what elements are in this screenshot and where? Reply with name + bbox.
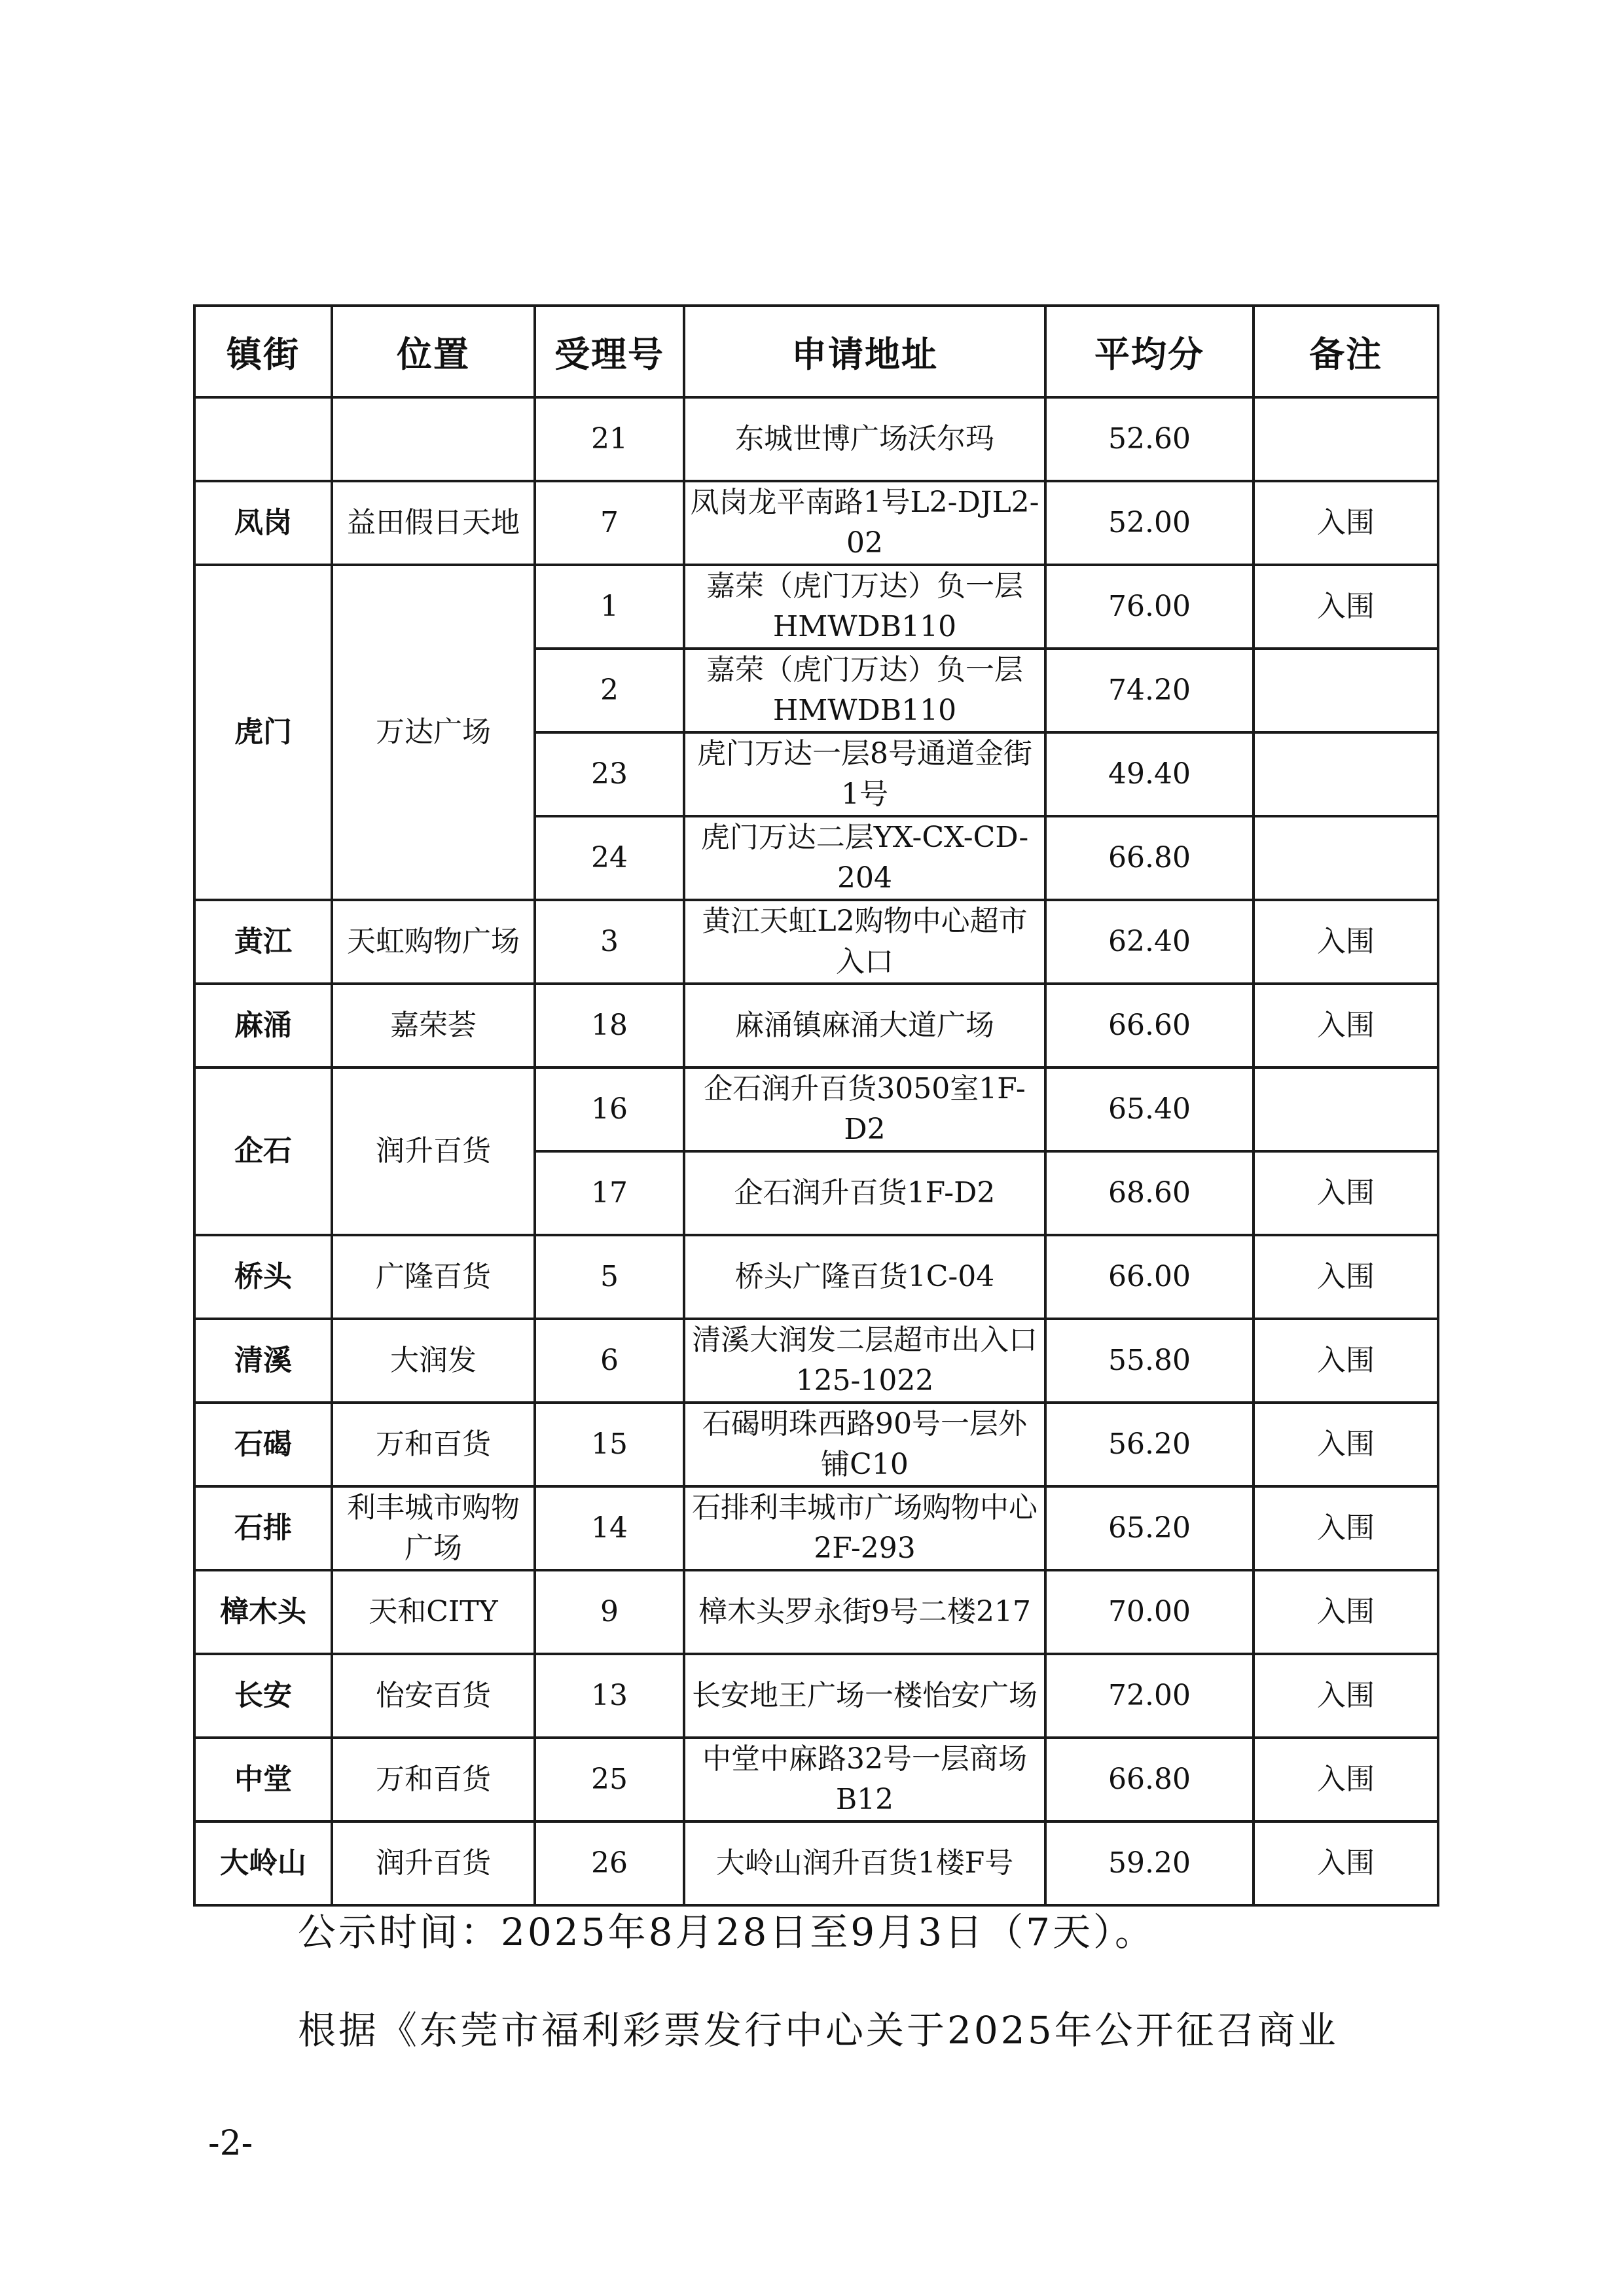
town-cell: 虎门: [194, 565, 332, 900]
address-cell: 虎门万达一层8号通道金街1号: [684, 732, 1045, 816]
score-cell: 55.80: [1045, 1319, 1254, 1403]
score-cell: 74.20: [1045, 649, 1254, 732]
number-cell: 9: [535, 1570, 684, 1654]
location-cell: 润升百货: [332, 1067, 535, 1235]
remark-cell: [1254, 397, 1438, 481]
town-cell: 企石: [194, 1067, 332, 1235]
town-cell: 黄江: [194, 900, 332, 984]
table-row: [194, 1486, 1438, 1570]
town-cell: [194, 397, 332, 481]
number-cell: 16: [535, 1067, 684, 1151]
number-cell: 26: [535, 1821, 684, 1905]
location-cell: 大润发: [332, 1319, 535, 1403]
number-cell: 17: [535, 1151, 684, 1235]
remark-cell: 入围: [1254, 1821, 1438, 1905]
publicity-period: 公示时间：2025年8月28日至9月3日（7天）。: [298, 1910, 1156, 1954]
number-cell: 15: [535, 1403, 684, 1486]
number-cell: 23: [535, 732, 684, 816]
table-row: [194, 1570, 1438, 1654]
address-cell: 嘉荣（虎门万达）负一层 HMWDB110: [684, 649, 1045, 732]
table-row: [194, 1654, 1438, 1738]
table-row: [194, 1319, 1438, 1403]
remark-cell: 入围: [1254, 1403, 1438, 1486]
score-cell: 52.00: [1045, 481, 1254, 565]
table-row: [194, 1067, 1438, 1151]
table-row: [194, 900, 1438, 984]
remark-cell: 入围: [1254, 1151, 1438, 1235]
number-cell: 24: [535, 816, 684, 900]
table-header-row: [194, 306, 1438, 397]
table-row: [194, 1738, 1438, 1821]
number-cell: 25: [535, 1738, 684, 1821]
score-cell: 70.00: [1045, 1570, 1254, 1654]
score-cell: 66.80: [1045, 816, 1254, 900]
location-cell: 利丰城市购物广场: [332, 1486, 535, 1570]
location-cell: 嘉荣荟: [332, 984, 535, 1067]
town-cell: 清溪: [194, 1319, 332, 1403]
header-score: 平均分: [1045, 306, 1254, 397]
town-cell: 麻涌: [194, 984, 332, 1067]
header-address: 申请地址: [684, 306, 1045, 397]
remark-cell: 入围: [1254, 1570, 1438, 1654]
address-cell: 大岭山润升百货1楼F号: [684, 1821, 1045, 1905]
location-cell: 怡安百货: [332, 1654, 535, 1738]
page-number: -2-: [208, 2124, 253, 2163]
address-cell: 中堂中麻路32号一层商场B12: [684, 1738, 1045, 1821]
remark-cell: [1254, 1067, 1438, 1151]
score-cell: 52.60: [1045, 397, 1254, 481]
score-cell: 65.20: [1045, 1486, 1254, 1570]
remark-cell: 入围: [1254, 1486, 1438, 1570]
score-cell: 66.60: [1045, 984, 1254, 1067]
remark-cell: [1254, 732, 1438, 816]
address-cell: 虎门万达二层YX-CX-CD-204: [684, 816, 1045, 900]
remark-cell: 入围: [1254, 481, 1438, 565]
number-cell: 2: [535, 649, 684, 732]
town-cell: 中堂: [194, 1738, 332, 1821]
town-cell: 樟木头: [194, 1570, 332, 1654]
address-cell: 清溪大润发二层超市出入口125-1022: [684, 1319, 1045, 1403]
address-cell: 企石润升百货1F-D2: [684, 1151, 1045, 1235]
header-location: 位置: [332, 306, 535, 397]
score-table: [193, 304, 1439, 1907]
remark-cell: 入围: [1254, 984, 1438, 1067]
town-cell: 石碣: [194, 1403, 332, 1486]
table-row: [194, 481, 1438, 565]
basis-paragraph: 根据《东莞市福利彩票发行中心关于2025年公开征召商业: [298, 2008, 1339, 2053]
score-cell: 68.60: [1045, 1151, 1254, 1235]
number-cell: 14: [535, 1486, 684, 1570]
header-remark: 备注: [1254, 306, 1438, 397]
remark-cell: [1254, 649, 1438, 732]
address-cell: 桥头广隆百货1C-04: [684, 1235, 1045, 1319]
location-cell: 万和百货: [332, 1738, 535, 1821]
address-cell: 石排利丰城市广场购物中心2F-293: [684, 1486, 1045, 1570]
table-row: [194, 1821, 1438, 1905]
score-cell: 49.40: [1045, 732, 1254, 816]
address-cell: 黄江天虹L2购物中心超市入口: [684, 900, 1045, 984]
location-cell: 万达广场: [332, 565, 535, 900]
town-cell: 凤岗: [194, 481, 332, 565]
location-cell: [332, 397, 535, 481]
address-cell: 嘉荣（虎门万达）负一层 HMWDB110: [684, 565, 1045, 649]
number-cell: 6: [535, 1319, 684, 1403]
remark-cell: [1254, 816, 1438, 900]
table-body: [194, 397, 1438, 1905]
address-cell: 东城世博广场沃尔玛: [684, 397, 1045, 481]
address-cell: 企石润升百货3050室1F-D2: [684, 1067, 1045, 1151]
remark-cell: 入围: [1254, 1738, 1438, 1821]
town-cell: 桥头: [194, 1235, 332, 1319]
address-cell: 凤岗龙平南路1号L2-DJL2-02: [684, 481, 1045, 565]
location-cell: 广隆百货: [332, 1235, 535, 1319]
location-cell: 润升百货: [332, 1821, 535, 1905]
score-cell: 72.00: [1045, 1654, 1254, 1738]
table-row: [194, 984, 1438, 1067]
number-cell: 21: [535, 397, 684, 481]
remark-cell: 入围: [1254, 900, 1438, 984]
location-cell: 天虹购物广场: [332, 900, 535, 984]
header-town: 镇街: [194, 306, 332, 397]
address-cell: 石碣明珠西路90号一层外铺C10: [684, 1403, 1045, 1486]
number-cell: 13: [535, 1654, 684, 1738]
number-cell: 7: [535, 481, 684, 565]
number-cell: 18: [535, 984, 684, 1067]
remark-cell: 入围: [1254, 565, 1438, 649]
table-row: [194, 1235, 1438, 1319]
score-cell: 66.80: [1045, 1738, 1254, 1821]
score-cell: 56.20: [1045, 1403, 1254, 1486]
table-row: [194, 1403, 1438, 1486]
address-cell: 麻涌镇麻涌大道广场: [684, 984, 1045, 1067]
remark-cell: 入围: [1254, 1235, 1438, 1319]
address-cell: 长安地王广场一楼怡安广场: [684, 1654, 1045, 1738]
table-row: [194, 397, 1438, 481]
number-cell: 1: [535, 565, 684, 649]
table-row: [194, 565, 1438, 649]
town-cell: 石排: [194, 1486, 332, 1570]
town-cell: 大岭山: [194, 1821, 332, 1905]
score-cell: 65.40: [1045, 1067, 1254, 1151]
address-cell: 樟木头罗永街9号二楼217: [684, 1570, 1045, 1654]
number-cell: 3: [535, 900, 684, 984]
number-cell: 5: [535, 1235, 684, 1319]
location-cell: 万和百货: [332, 1403, 535, 1486]
header-number: 受理号: [535, 306, 684, 397]
location-cell: 益田假日天地: [332, 481, 535, 565]
score-cell: 66.00: [1045, 1235, 1254, 1319]
town-cell: 长安: [194, 1654, 332, 1738]
score-cell: 62.40: [1045, 900, 1254, 984]
remark-cell: 入围: [1254, 1319, 1438, 1403]
remark-cell: 入围: [1254, 1654, 1438, 1738]
score-cell: 59.20: [1045, 1821, 1254, 1905]
location-cell: 天和CITY: [332, 1570, 535, 1654]
score-cell: 76.00: [1045, 565, 1254, 649]
